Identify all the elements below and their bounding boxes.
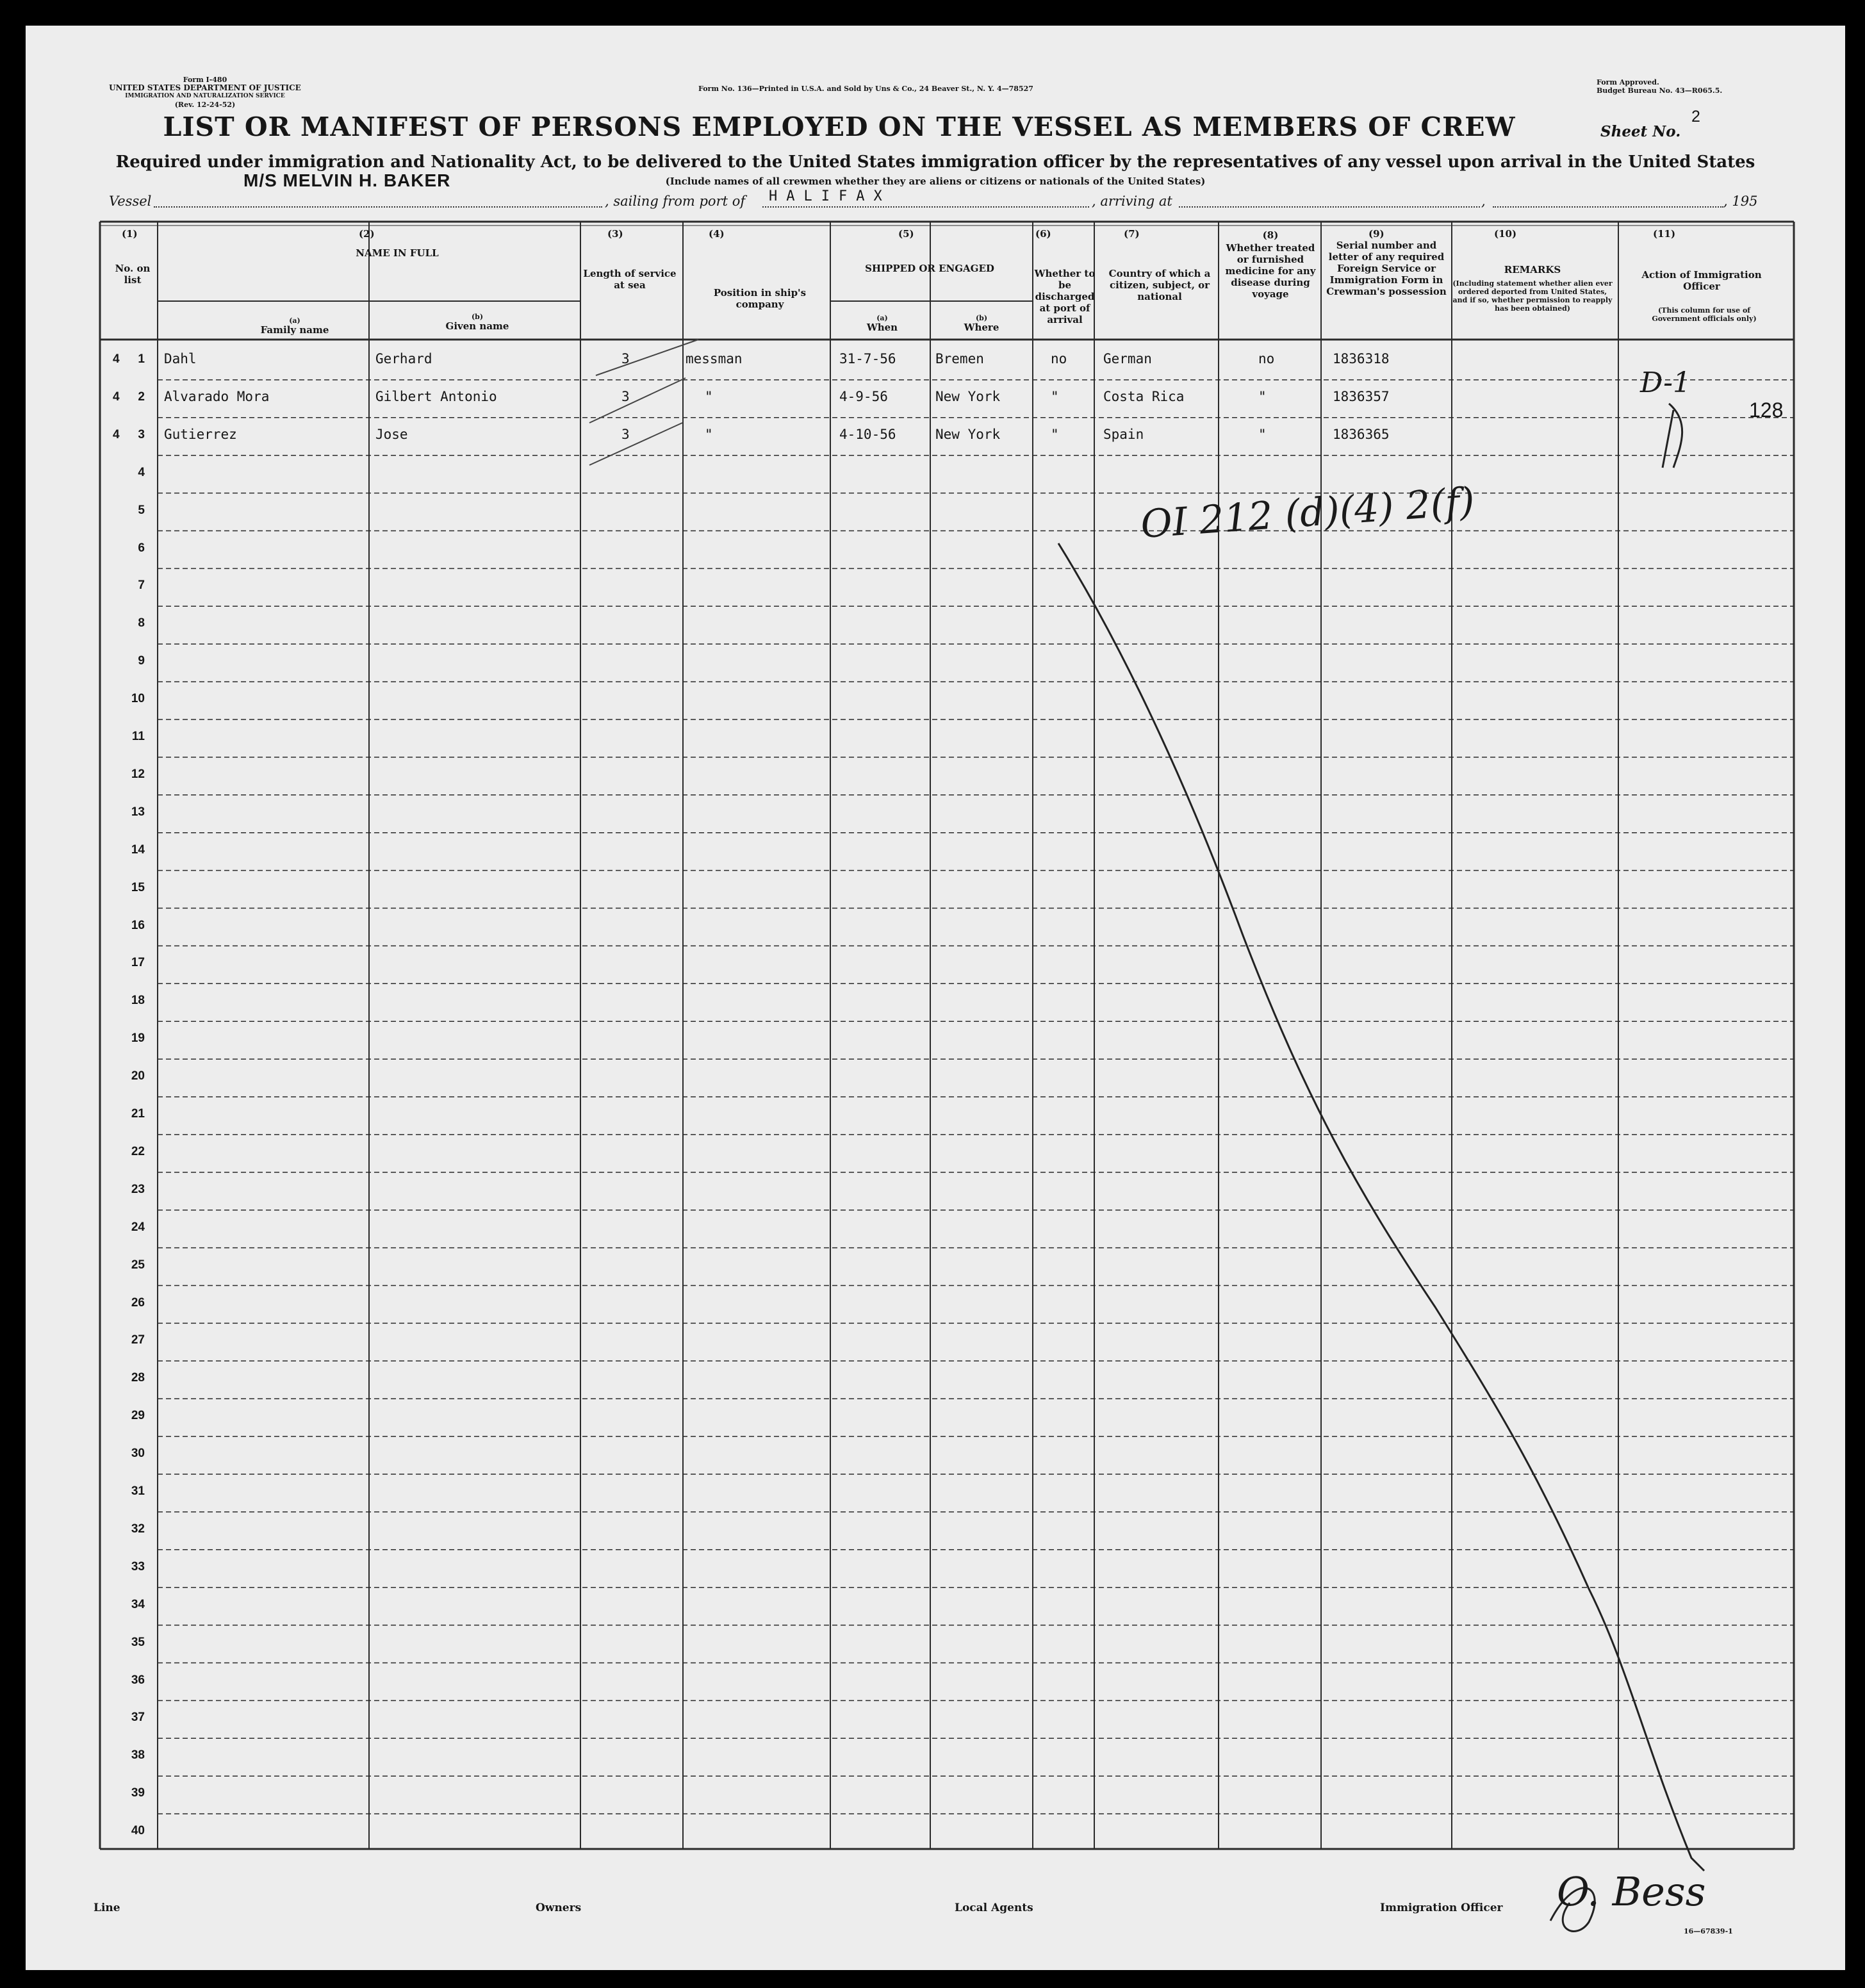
colnum-10: (10) (1494, 228, 1517, 240)
revision: (Rev. 12-24-52) (174, 101, 236, 109)
row-number: 30 (131, 1447, 145, 1461)
cell-length-service: 3 (621, 388, 630, 404)
header-family-name: Family name (260, 324, 329, 336)
cell-where: New York (935, 388, 1001, 404)
header-where-sub: (b) (975, 314, 988, 322)
colnum-2: (2) (359, 228, 375, 240)
row-number: 26 (131, 1295, 145, 1310)
cell-position: messman (686, 351, 743, 366)
cell-given-name: Jose (375, 426, 408, 442)
handwriting-layer (26, 26, 1845, 1970)
row-number: 28 (131, 1371, 145, 1385)
department: UNITED STATES DEPARTMENT OF JUSTICE (109, 83, 301, 92)
row-number: 1 (138, 352, 145, 366)
row-number: 12 (131, 767, 145, 781)
service: IMMIGRATION AND NATURALIZATION SERVICE (125, 93, 285, 99)
cell-family-name: Gutierrez (164, 426, 237, 442)
header-treated-num: (8) (1262, 229, 1279, 241)
colnum-3: (3) (607, 228, 623, 240)
row-number: 6 (138, 541, 145, 555)
header-when-sub: (a) (876, 314, 888, 322)
cell-treated: " (1258, 388, 1267, 404)
header-discharged: Whether to be discharged at port of arrival (1034, 268, 1096, 325)
row-number: 5 (138, 503, 145, 517)
cell-when: 4-10-56 (839, 426, 896, 442)
colnum-5: (5) (898, 228, 914, 240)
row-number: 27 (131, 1333, 145, 1347)
colnum-11: (11) (1653, 228, 1676, 240)
subtitle: Required under immigration and Nationality Act, to be delivered to the United States immigration officer by the representatives of any vessel upon arrival in the United States (115, 152, 1755, 172)
row-number: 29 (131, 1409, 145, 1423)
header-when: When (866, 322, 898, 333)
row-number: 11 (131, 730, 145, 743)
row-number: 13 (131, 805, 145, 819)
row-number: 18 (131, 994, 145, 1008)
approved-text: Form Approved. (1597, 78, 1659, 86)
cell-discharged: " (1051, 388, 1059, 404)
cell-position: " (705, 388, 713, 404)
header-remarks-note: (Including statement whether alien ever ordered deported from United States, and if so, whether permission to reapply has been obtained) (1452, 279, 1613, 313)
header-no-on-list: No. on list (115, 263, 151, 286)
colnum-4: (4) (709, 228, 725, 240)
row-number: 2 (138, 390, 145, 404)
cell-family-name: Alvarado Mora (164, 388, 270, 404)
header-given-name: Given name (445, 320, 509, 332)
printer-note: Form No. 136—Printed in U.S.A. and Sold by Uns & Co., 24 Beaver St., N. Y. 4—78527 (698, 85, 1033, 93)
cell-country: Costa Rica (1103, 388, 1185, 404)
row-number: 23 (131, 1182, 145, 1196)
colnum-6: (6) (1035, 228, 1051, 240)
diagonal-line-mark (1058, 543, 1704, 1871)
cell-length-service: 3 (621, 426, 630, 442)
vessel-label: Vessel (109, 193, 152, 209)
colnum-1: (1) (122, 228, 138, 240)
manifest-sheet (26, 26, 1845, 1970)
action-bracket-mark (1663, 404, 1682, 468)
length-tick-marks (589, 340, 698, 465)
colnum-9: (9) (1368, 228, 1384, 240)
arriving-label: , arriving at (1092, 193, 1172, 209)
row-number: 39 (131, 1786, 145, 1800)
row-number: 22 (131, 1144, 145, 1158)
cell-where: New York (935, 426, 1001, 442)
header-country: Country of which a citizen, subject, or national (1108, 268, 1211, 302)
row-number: 21 (131, 1107, 145, 1121)
footer-officer: Immigration Officer (1380, 1902, 1503, 1914)
row-number: 17 (131, 956, 145, 970)
header-length-service: Length of service at sea (583, 268, 677, 291)
cell-length-service: 3 (621, 351, 630, 366)
row-number: 37 (131, 1711, 145, 1725)
header-given-sub: (b) (471, 313, 484, 321)
cell-serial: 1836357 (1333, 388, 1390, 404)
sheet-number: 2 (1691, 108, 1700, 126)
row-number: 3 (138, 427, 145, 441)
row-number: 32 (131, 1522, 145, 1536)
row-prefix: 4 (113, 427, 120, 441)
row-number: 33 (131, 1559, 145, 1573)
handwritten-annotation: OI 212 (d)(4) 2(f) (1139, 479, 1476, 548)
cell-discharged: " (1051, 426, 1059, 442)
row-number: 35 (131, 1635, 145, 1649)
footer-agents: Local Agents (955, 1902, 1033, 1914)
cell-when: 4-9-56 (839, 388, 888, 404)
header-treated: Whether treated or furnished medicine for any disease during voyage (1225, 242, 1316, 300)
header-action: Action of Immigration Officer (1641, 269, 1762, 292)
cell-country: Spain (1103, 426, 1144, 442)
row-number: 10 (131, 692, 145, 706)
sailing-label: , sailing from port of (605, 193, 746, 209)
cell-given-name: Gilbert Antonio (375, 388, 497, 404)
cell-position: " (705, 426, 713, 442)
cell-treated: no (1258, 351, 1275, 366)
header-where: Where (964, 322, 999, 333)
budget-text: Budget Bureau No. 43—R065.5. (1597, 86, 1723, 95)
cell-discharged: no (1051, 351, 1067, 366)
row-number: 34 (131, 1597, 145, 1611)
stamp-number: 128 (1749, 398, 1784, 422)
row-number: 7 (138, 579, 145, 593)
header-family-sub: (a) (289, 316, 300, 325)
colnum-7: (7) (1124, 228, 1140, 240)
vessel-name: M/S MELVIN H. BAKER (243, 170, 451, 190)
form-number: Form I-480 (183, 76, 227, 84)
row-number: 40 (131, 1824, 145, 1838)
cell-where: Bremen (935, 351, 984, 366)
header-shipped-engaged: SHIPPED OR ENGAGED (865, 263, 994, 274)
cell-treated: " (1258, 426, 1267, 442)
row-number: 31 (131, 1484, 145, 1498)
header-serial: Serial number and letter of any required Foreign Service or Immigration Form in Crewman's possession (1326, 240, 1447, 297)
footer-owners: Owners (536, 1902, 582, 1914)
row-number: 25 (131, 1258, 145, 1272)
cell-given-name: Gerhard (375, 351, 432, 366)
row-number: 9 (138, 654, 145, 668)
row-number: 38 (131, 1748, 145, 1762)
footer-line: Line (94, 1902, 120, 1914)
row-number: 4 (138, 465, 145, 479)
row-prefix: 4 (113, 390, 120, 404)
officer-signature: O. Bess (1557, 1868, 1706, 1915)
row-number: 24 (131, 1220, 145, 1234)
cell-serial: 1836318 (1333, 351, 1390, 366)
cell-family-name: Dahl (164, 351, 197, 366)
sheet-label: Sheet No. (1600, 123, 1681, 140)
row-number: 14 (131, 842, 145, 857)
row-prefix: 4 (113, 352, 120, 366)
footer-code: 16—67839-1 (1684, 1927, 1733, 1935)
header-position: Position in ship's company (713, 287, 807, 310)
row-number: 20 (131, 1069, 145, 1083)
row-number: 8 (138, 616, 145, 630)
year-label: , 195 (1723, 193, 1758, 209)
header-action-note: (This column for use of Government officials only) (1652, 306, 1757, 323)
row-number: 16 (131, 918, 145, 932)
cell-when: 31-7-56 (839, 351, 896, 366)
row-number: 36 (131, 1673, 145, 1687)
row-number: 15 (131, 880, 145, 894)
header-remarks: REMARKS (1504, 264, 1561, 275)
arriving-comma: , (1481, 193, 1486, 209)
header-name-in-full: NAME IN FULL (356, 247, 439, 259)
cell-serial: 1836365 (1333, 426, 1390, 442)
page-title: LIST OR MANIFEST OF PERSONS EMPLOYED ON THE VESSEL AS MEMBERS OF CREW (163, 111, 1516, 142)
cell-country: German (1103, 351, 1152, 366)
row-number: 19 (131, 1031, 145, 1046)
subnote: (Include names of all crewmen whether they are aliens or citizens or nationals of the United States) (665, 176, 1206, 187)
port-name: HALIFAX (769, 188, 891, 204)
action-code: D-1 (1640, 366, 1691, 399)
